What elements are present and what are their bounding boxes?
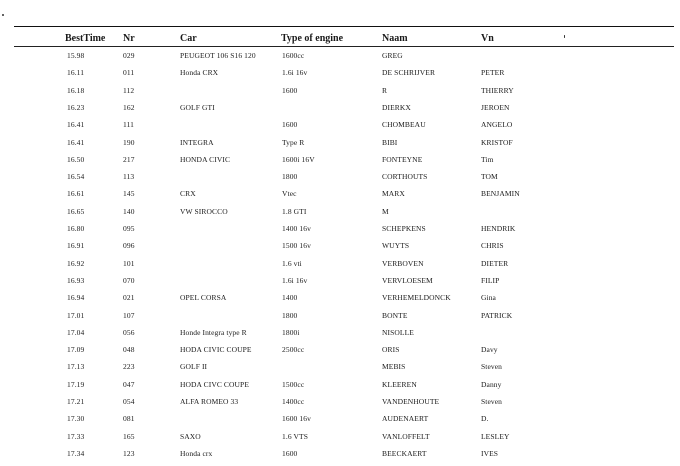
cell-car: Honde Integra type R	[180, 327, 247, 337]
cell-naam: KLEEREN	[382, 379, 417, 389]
header-naam: Naam	[382, 33, 408, 44]
cell-naam: BIBI	[382, 137, 398, 147]
cell-besttime: 16.41	[67, 120, 85, 130]
table-row	[0, 311, 680, 328]
cell-engine: 1500 16v	[282, 241, 311, 251]
table-row	[0, 120, 680, 137]
cell-besttime: 16.18	[67, 85, 85, 95]
cell-nr: 162	[123, 102, 135, 112]
cell-besttime: 17.09	[67, 345, 85, 355]
cell-nr: 165	[123, 431, 135, 441]
cell-nr: 112	[123, 85, 135, 95]
cell-engine: 1600	[282, 120, 298, 130]
cell-vn: IVES	[481, 448, 499, 458]
cell-besttime: 17.04	[67, 327, 85, 337]
cell-naam: GREG	[382, 51, 403, 60]
cell-nr: 029	[123, 51, 135, 60]
cell-nr: 217	[123, 154, 135, 164]
table-row	[0, 68, 680, 85]
cell-vn: LESLEY	[481, 431, 510, 441]
table-row	[0, 380, 680, 397]
cell-engine: 2500cc	[282, 345, 305, 355]
cell-besttime: 16.54	[67, 172, 85, 182]
cell-nr: 223	[123, 362, 135, 372]
cell-vn: CHRIS	[481, 241, 504, 251]
cell-car: HODA CIVIC COUPE	[180, 345, 252, 355]
cell-besttime: 15.98	[67, 51, 85, 60]
cell-engine: Vtec	[282, 189, 297, 199]
cell-car: HODA CIVC COUPE	[180, 379, 250, 389]
table-row	[0, 103, 680, 120]
cell-engine: 1600	[282, 448, 298, 458]
table-row	[0, 328, 680, 345]
cell-besttime: 17.30	[67, 414, 85, 424]
cell-besttime: 17.01	[67, 310, 85, 320]
cell-car: VW SIROCCO	[180, 206, 228, 216]
cell-vn: TOM	[481, 172, 498, 182]
cell-besttime: 17.19	[67, 379, 85, 389]
cell-vn: DIETER	[481, 258, 509, 268]
cell-naam: VANLOFFELT	[382, 431, 430, 441]
table-row	[0, 207, 680, 224]
cell-car: INTEGRA	[180, 137, 214, 147]
cell-nr: 095	[123, 224, 135, 233]
cell-engine: 1400cc	[282, 397, 305, 406]
cell-engine: 1.6i 16v	[282, 68, 308, 78]
cell-nr: 048	[123, 345, 135, 355]
cell-nr: 054	[123, 397, 135, 406]
table-row	[0, 51, 680, 68]
table-row	[0, 432, 680, 449]
cell-vn: FILIP	[481, 275, 500, 285]
cell-nr: 190	[123, 137, 135, 147]
cell-car: PEUGEOT 106 S16 120	[180, 51, 256, 60]
cell-engine: 1600 16v	[282, 414, 311, 424]
table-row	[0, 449, 680, 466]
cell-besttime: 16.94	[67, 293, 85, 303]
cell-engine: 1800	[282, 172, 298, 182]
table-row	[0, 293, 680, 310]
cell-naam: BEECKAERT	[382, 448, 427, 458]
cell-engine: 1.6i 16v	[282, 275, 308, 285]
cell-vn: JEROEN	[481, 102, 510, 112]
cell-naam: BONTE	[382, 310, 408, 320]
cell-car: Honda CRX	[180, 68, 219, 78]
cell-engine: 1.6 vti	[282, 258, 302, 268]
table-row	[0, 276, 680, 293]
table-row	[0, 241, 680, 258]
cell-car: CRX	[180, 189, 196, 199]
header-top-rule	[14, 26, 674, 27]
header-vn: Vn	[481, 33, 494, 44]
header-nr: Nr	[123, 33, 135, 44]
cell-nr: 111	[123, 120, 134, 130]
cell-naam: NISOLLE	[382, 327, 414, 337]
cell-car: Honda crx	[180, 448, 213, 458]
table-row	[0, 138, 680, 155]
cell-vn: HENDRIK	[481, 224, 516, 233]
table-row	[0, 189, 680, 206]
cell-nr: 145	[123, 189, 135, 199]
table-row	[0, 155, 680, 172]
cell-nr: 113	[123, 172, 135, 182]
cell-vn: Gina	[481, 293, 496, 303]
cell-vn: KRISTOF	[481, 137, 513, 147]
cell-engine: 1.8 GTI	[282, 206, 307, 216]
table-row	[0, 397, 680, 414]
cell-nr: 047	[123, 379, 135, 389]
cell-car: OPEL CORSA	[180, 293, 227, 303]
table-row	[0, 172, 680, 189]
cell-nr: 101	[123, 258, 135, 268]
cell-vn: Davy	[481, 345, 498, 355]
cell-naam: M	[382, 206, 389, 216]
cell-engine: 1400	[282, 293, 298, 303]
cell-engine: 1500cc	[282, 379, 305, 389]
cell-nr: 123	[123, 448, 135, 458]
cell-besttime: 17.21	[67, 397, 85, 406]
cell-besttime: 16.50	[67, 154, 85, 164]
table-row	[0, 86, 680, 103]
cell-vn: Danny	[481, 379, 502, 389]
cell-besttime: 17.13	[67, 362, 85, 372]
cell-nr: 011	[123, 68, 135, 78]
cell-vn: PATRICK	[481, 310, 513, 320]
table-row	[0, 259, 680, 276]
cell-engine: Type R	[282, 137, 305, 147]
cell-vn: BENJAMIN	[481, 189, 520, 199]
cell-naam: VERVLOESEM	[382, 275, 433, 285]
header-engine: Type of engine	[281, 33, 344, 44]
cell-naam: CORTHOUTS	[382, 172, 428, 182]
cell-besttime: 16.65	[67, 206, 85, 216]
cell-naam: VANDENHOUTE	[382, 397, 440, 406]
table-row	[0, 345, 680, 362]
cell-car: HONDA CIVIC	[180, 154, 231, 164]
table-row	[0, 414, 680, 431]
cell-naam: ORIS	[382, 345, 400, 355]
cell-nr: 081	[123, 414, 135, 424]
cell-besttime: 17.33	[67, 431, 85, 441]
header-bottom-rule	[14, 46, 674, 47]
cell-naam: CHOMBEAU	[382, 120, 426, 130]
cell-naam: VERBOVEN	[382, 258, 424, 268]
cell-besttime: 16.80	[67, 224, 85, 233]
cell-besttime: 16.93	[67, 275, 85, 285]
header-car: Car	[180, 33, 197, 44]
cell-vn: D.	[481, 414, 489, 424]
cell-naam: DIERKX	[382, 102, 411, 112]
cell-naam: R	[382, 85, 388, 95]
cell-nr: 140	[123, 206, 135, 216]
cell-naam: MARX	[382, 189, 405, 199]
cell-besttime: 17.34	[67, 448, 85, 458]
cell-car: GOLF II	[180, 362, 208, 372]
header-besttime: BestTime	[65, 33, 106, 44]
scan-speck	[564, 35, 565, 38]
cell-engine: 1400 16v	[282, 224, 311, 233]
cell-vn: ANGELO	[481, 120, 513, 130]
cell-vn: Steven	[481, 397, 503, 406]
cell-besttime: 16.91	[67, 241, 85, 251]
cell-naam: SCHEPKENS	[382, 224, 426, 233]
cell-nr: 021	[123, 293, 135, 303]
cell-nr: 096	[123, 241, 135, 251]
cell-besttime: 16.23	[67, 102, 85, 112]
cell-besttime: 16.92	[67, 258, 85, 268]
cell-engine: 1600	[282, 85, 298, 95]
cell-nr: 070	[123, 275, 135, 285]
cell-besttime: 16.61	[67, 189, 85, 199]
cell-besttime: 16.11	[67, 68, 85, 78]
cell-naam: VERHEMELDONCK	[382, 293, 451, 303]
cell-naam: WUYTS	[382, 241, 410, 251]
cell-vn: THIERRY	[481, 85, 514, 95]
cell-engine: 1.6 VTS	[282, 431, 308, 441]
cell-naam: AUDENAERT	[382, 414, 429, 424]
cell-vn: Steven	[481, 362, 503, 372]
cell-vn: Tim	[481, 154, 494, 164]
cell-nr: 107	[123, 310, 135, 320]
cell-car: ALFA ROMEO 33	[180, 397, 239, 406]
cell-engine: 1600cc	[282, 51, 305, 60]
cell-vn: PETER	[481, 68, 505, 78]
scan-speck	[2, 14, 4, 16]
cell-nr: 056	[123, 327, 135, 337]
cell-car: GOLF GTI	[180, 102, 215, 112]
cell-besttime: 16.41	[67, 137, 85, 147]
cell-engine: 1600i 16V	[282, 154, 315, 164]
cell-naam: MEBIS	[382, 362, 406, 372]
cell-naam: FONTEYNE	[382, 154, 423, 164]
table-row	[0, 224, 680, 241]
cell-naam: DE SCHRIJVER	[382, 68, 436, 78]
table-row	[0, 362, 680, 379]
cell-engine: 1800i	[282, 327, 300, 337]
cell-engine: 1800	[282, 310, 298, 320]
cell-car: SAXO	[180, 431, 201, 441]
